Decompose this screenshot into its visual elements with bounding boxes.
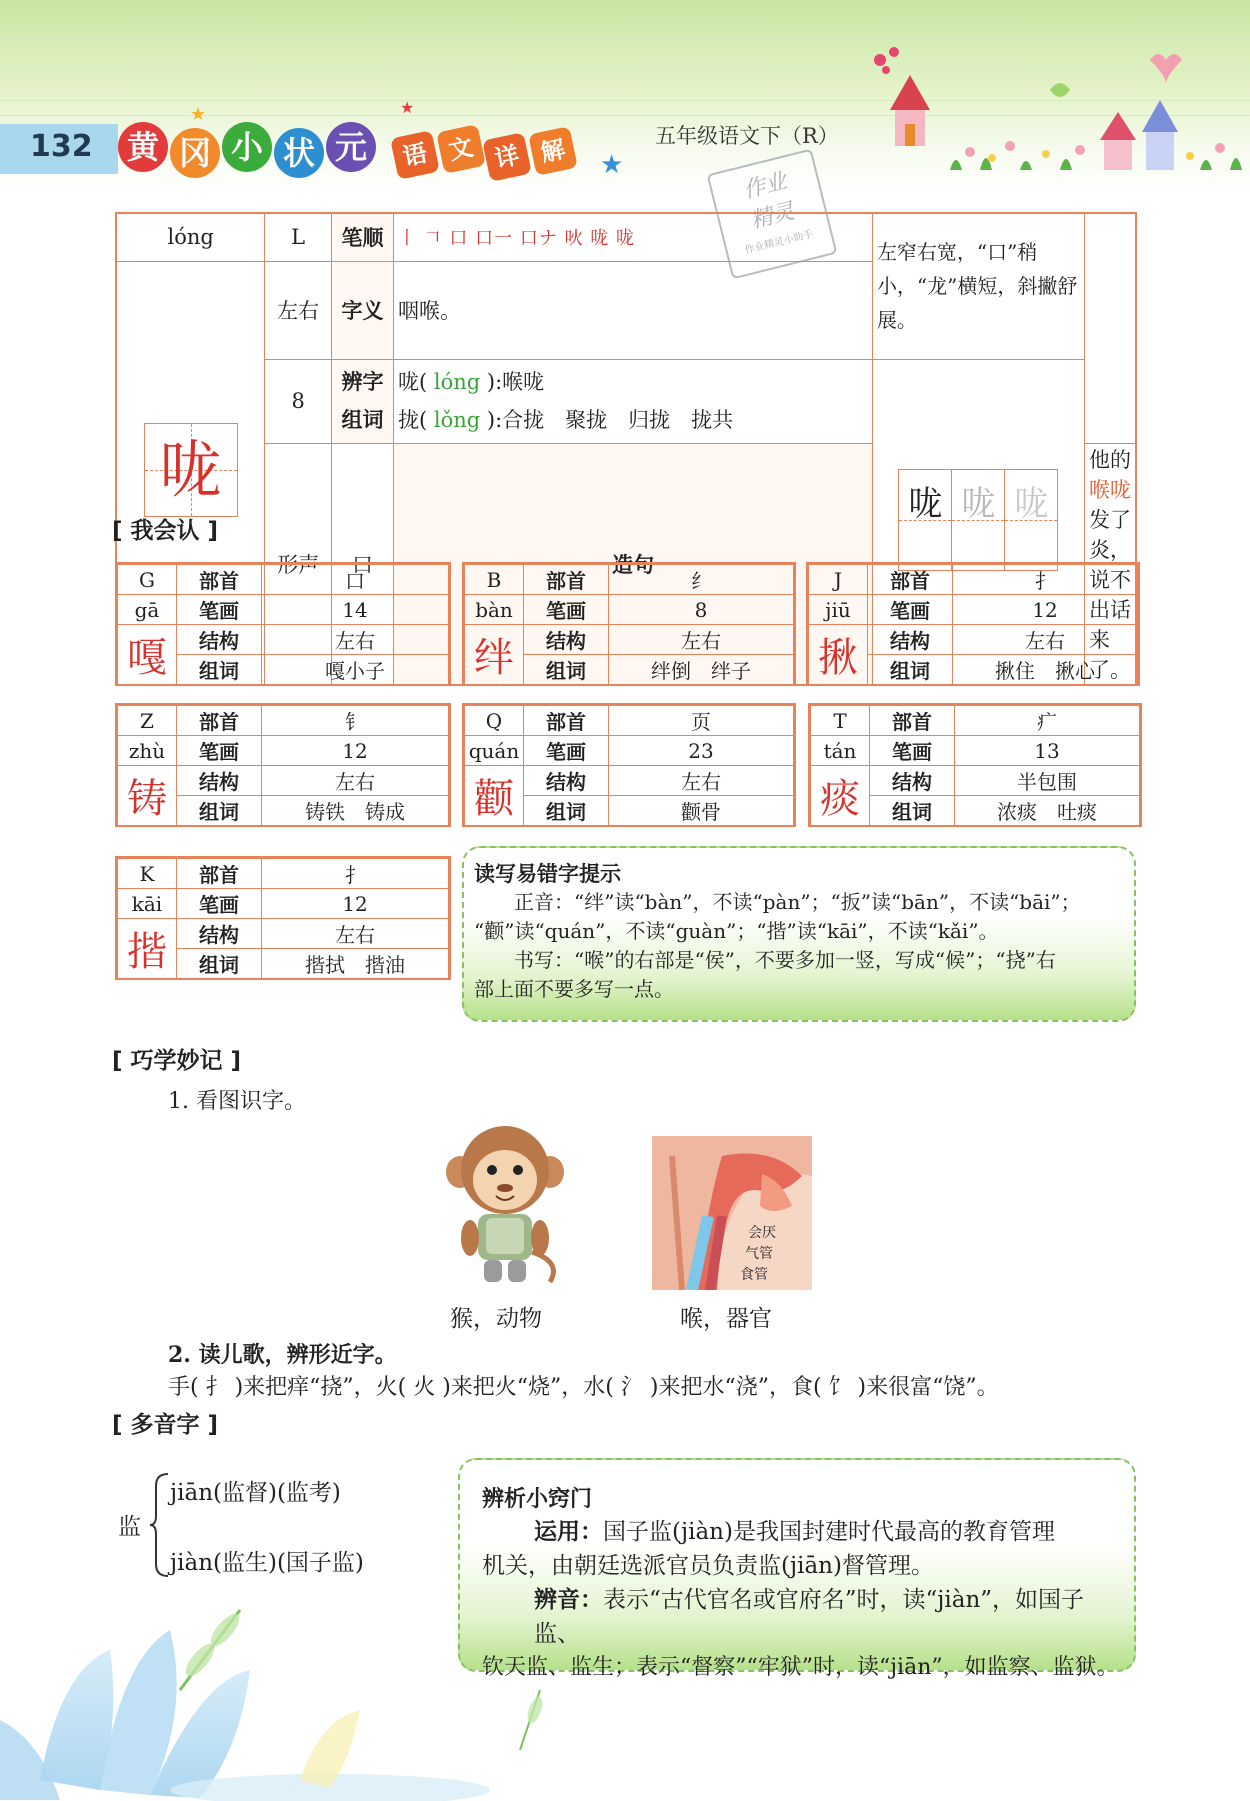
star-decoration-icon: ★	[400, 98, 415, 117]
practice-box	[1005, 470, 1057, 570]
stroke-order-text: 丨 𠃍 口 口一 口ナ 吙 咙 咙	[397, 228, 636, 250]
card-words-label: 组词	[524, 655, 609, 685]
logo-small-char: 详	[482, 132, 532, 182]
card-words: 浓痰 吐痰	[955, 796, 1140, 826]
card-structure: 左右	[609, 625, 794, 655]
logo-small-char: 语	[390, 130, 440, 180]
distinguish-char-a: 咙(	[397, 370, 428, 394]
sentence-label: 造句	[393, 443, 872, 685]
card-strokes-label: 笔画	[177, 889, 262, 919]
card-pinyin: tán	[811, 736, 870, 766]
card-initial: K	[118, 859, 177, 889]
card-pinyin: quán	[465, 736, 524, 766]
card-radical-label: 部首	[868, 565, 953, 595]
lotus-decoration-icon	[0, 1560, 700, 1801]
tip-line: 正音：“绊”读“bàn”，不读“pàn”；“扳”读“bān”，不读“bāi”；	[514, 890, 1081, 914]
card-char: 绊	[465, 625, 524, 685]
main-char: 咙	[159, 433, 222, 506]
char-card	[462, 703, 796, 827]
card-words-label: 组词	[524, 796, 609, 826]
distinguish-compose-labels	[331, 359, 393, 443]
card-structure-label: 结构	[868, 625, 953, 655]
char-card	[808, 703, 1142, 827]
meaning-label: 字义	[331, 261, 393, 359]
card-radical-label: 部首	[177, 706, 262, 736]
main-radical: 口	[331, 443, 393, 685]
char-card	[115, 856, 451, 980]
sentence-post: 发了炎，说不出话来了。	[1089, 507, 1131, 682]
card-char: 颧	[465, 766, 524, 826]
card-strokes: 13	[955, 736, 1140, 766]
card-radical-label: 部首	[177, 565, 262, 595]
card-pinyin: bàn	[465, 595, 524, 625]
stamp-line: 精灵	[748, 198, 797, 234]
card-strokes: 14	[262, 595, 449, 625]
throat-label: 食管	[740, 1267, 768, 1283]
card-pinyin: zhù	[118, 736, 177, 766]
throat-label: 会厌	[748, 1225, 776, 1241]
card-initial: Q	[465, 706, 524, 736]
tip-title: 读写易错字提示	[474, 862, 621, 886]
section-title-recognize: [ 我会认 ]	[112, 518, 219, 544]
polyphone-char: 监	[118, 1514, 141, 1540]
section-title-polyphone: [ 多音字 ]	[112, 1412, 219, 1438]
card-radical: 钅	[262, 706, 449, 736]
distinguish-char-b: 拢(	[397, 408, 428, 432]
distinguish-pinyin-a: lóng	[427, 370, 487, 394]
card-structure: 左右	[262, 625, 449, 655]
card-radical-label: 部首	[177, 859, 262, 889]
star-decoration-icon: ★	[190, 104, 207, 125]
card-words-label: 组词	[177, 655, 262, 685]
logo-char: 冈	[170, 128, 220, 178]
card-structure-label: 结构	[177, 766, 262, 796]
card-structure: 左右	[262, 919, 449, 949]
distinguish-words-a: ):喉咙	[486, 370, 545, 394]
distinguish-pinyin-b: lǒng	[427, 408, 487, 432]
stamp-line: 作业精灵小助手	[743, 228, 815, 257]
tip-box	[462, 846, 1136, 1022]
analysis-use-line-2: 机关，由朝廷选派官员负责监(jiān)督管理。	[482, 1553, 934, 1579]
logo-small-char: 文	[436, 124, 486, 174]
logo-char: 小	[222, 122, 272, 172]
distinguish-line-b	[398, 401, 868, 439]
distinguish-value	[393, 359, 872, 443]
card-pinyin: jiū	[809, 595, 868, 625]
card-strokes: 8	[609, 595, 794, 625]
card-initial: Z	[118, 706, 177, 736]
tip-line: 部上面不要多写一点。	[474, 977, 674, 1001]
memory-item-1: 1. 看图识字。	[168, 1089, 306, 1114]
card-radical: 扌	[262, 859, 449, 889]
monkey-illustration	[440, 1122, 570, 1292]
analysis-use-label: 运用：	[534, 1518, 603, 1545]
card-strokes-label: 笔画	[870, 736, 955, 766]
rhyme-text: 手( 扌 )来把痒“挠”，火( 火 )来把火“烧”，水( 氵 )来把水“浇”，食( 饣 )来很富“饶”。	[168, 1375, 999, 1400]
card-strokes-label: 笔画	[524, 736, 609, 766]
char-card	[462, 562, 796, 686]
analysis-use-line	[534, 1515, 1120, 1549]
card-structure: 左右	[609, 766, 794, 796]
card-structure-label: 结构	[177, 919, 262, 949]
card-words: 颧骨	[609, 796, 794, 826]
card-radical-label: 部首	[524, 565, 609, 595]
practice-box	[952, 470, 1005, 570]
section-title-memory: [ 巧学妙记 ]	[112, 1048, 242, 1074]
card-radical: 纟	[609, 565, 794, 595]
card-strokes: 12	[262, 736, 449, 766]
analysis-use-text: 国子监(jiàn)是我国封建时代最高的教育管理	[603, 1519, 1055, 1545]
card-strokes: 23	[609, 736, 794, 766]
writing-tip	[872, 213, 1084, 359]
card-structure-label: 结构	[524, 625, 609, 655]
distinguish-line-a	[398, 363, 868, 401]
logo-char: 黄	[118, 122, 168, 172]
practice-char: 咙	[1014, 483, 1049, 524]
tip-line: “颧”读“quán”，不读“guàn”；“揩”读“kāi”，不读“kǎi”。	[474, 919, 999, 943]
stamp-line: 作业	[740, 168, 790, 204]
distinguish-label: 辨字	[341, 370, 384, 394]
writing-tip-text: 左窄右宽，“口”稍小，“龙”横短，斜撇舒展。	[876, 240, 1078, 333]
card-structure-label: 结构	[870, 766, 955, 796]
meaning-value: 咽喉。	[393, 261, 872, 359]
main-initial: L	[265, 213, 332, 261]
book-subtitle: 五年级语文下（R）	[655, 124, 839, 148]
card-char: 揩	[118, 919, 177, 979]
star-decoration-icon: ★	[600, 150, 624, 180]
card-strokes-label: 笔画	[868, 595, 953, 625]
card-pinyin: gā	[118, 595, 177, 625]
tip-line: 书写：“喉”的右部是“侯”，不要多加一竖，写成“候”；“挠”右	[514, 948, 1056, 972]
card-char: 痰	[811, 766, 870, 826]
throat-caption: 喉，器官	[680, 1306, 772, 1332]
throat-label: 气管	[745, 1246, 773, 1262]
main-structure: 左右	[265, 261, 332, 359]
polyphone-reading-1: jiān(监督)(监考)	[170, 1480, 341, 1506]
main-char-grid	[144, 423, 238, 517]
stroke-order-label: 笔顺	[331, 213, 393, 261]
stroke-order-value	[393, 213, 872, 261]
practice-char: 咙	[908, 483, 943, 524]
card-radical: 疒	[955, 706, 1140, 736]
char-card	[115, 703, 451, 827]
card-radical-label: 部首	[870, 706, 955, 736]
practice-grid	[898, 469, 1058, 571]
card-char: 嘎	[118, 625, 177, 685]
char-card	[115, 562, 451, 686]
card-words: 铸铁 铸成	[262, 796, 449, 826]
logo-char: 元	[326, 122, 376, 172]
distinguish-words-b: ):合拢 聚拢 归拢 拢共	[486, 408, 734, 432]
card-words: 绊倒 绊子	[609, 655, 794, 685]
card-initial: T	[811, 706, 870, 736]
card-words-label: 组词	[870, 796, 955, 826]
compose-label: 组词	[341, 408, 384, 432]
card-initial: B	[465, 565, 524, 595]
card-char: 揪	[809, 625, 868, 685]
card-radical: 页	[609, 706, 794, 736]
card-initial: J	[809, 565, 868, 595]
card-strokes: 12	[262, 889, 449, 919]
card-words-label: 组词	[868, 655, 953, 685]
houses-decoration-icon	[850, 40, 1250, 190]
card-words: 揩拭 揩油	[262, 949, 449, 979]
card-radical-label: 部首	[524, 706, 609, 736]
card-strokes-label: 笔画	[177, 595, 262, 625]
card-words: 揪住 揪心	[953, 655, 1138, 685]
throat-illustration	[652, 1136, 812, 1290]
monkey-caption: 猴，动物	[450, 1306, 542, 1332]
card-radical: 扌	[953, 565, 1138, 595]
card-structure: 左右	[262, 766, 449, 796]
analysis-sound-line-2: 钦天监、监生；表示“督察”“牢狱”时，读“jiān”，如监察、监狱。	[482, 1655, 1119, 1680]
card-structure-label: 结构	[177, 625, 262, 655]
card-structure: 半包围	[955, 766, 1140, 796]
sentence-pre: 他的	[1089, 447, 1131, 472]
main-type: 形声	[265, 443, 332, 685]
card-pinyin: kāi	[118, 889, 177, 919]
analysis-title: 辨析小窍门	[482, 1487, 593, 1512]
logo-char: 状	[274, 128, 324, 178]
card-radical: 口	[262, 565, 449, 595]
card-strokes: 12	[953, 595, 1138, 625]
analysis-sound-label: 辨音：	[534, 1586, 603, 1613]
char-card	[806, 562, 1140, 686]
card-words-label: 组词	[177, 949, 262, 979]
book-logo	[118, 118, 588, 188]
sentence-highlight: 喉咙	[1089, 477, 1131, 502]
logo-small-char: 解	[528, 126, 578, 176]
practice-char: 咙	[961, 483, 996, 524]
main-pinyin: lóng	[116, 213, 265, 261]
practice-box	[899, 470, 952, 570]
card-words-label: 组词	[177, 796, 262, 826]
card-char: 铸	[118, 766, 177, 826]
main-strokes: 8	[265, 359, 332, 443]
card-strokes-label: 笔画	[177, 736, 262, 766]
card-initial: G	[118, 565, 177, 595]
polyphone-reading-2: jiàn(监生)(国子监)	[170, 1550, 364, 1576]
memory-item-2: 2. 读儿歌，辨形近字。	[168, 1342, 397, 1368]
page-number: 132	[30, 129, 93, 164]
analysis-sound-text: 表示“古代官名或官府名”时，读“jiàn”，如国子监、	[534, 1587, 1085, 1647]
card-words: 嘎小子	[262, 655, 449, 685]
card-structure: 左右	[953, 625, 1138, 655]
card-strokes-label: 笔画	[524, 595, 609, 625]
card-structure-label: 结构	[524, 766, 609, 796]
